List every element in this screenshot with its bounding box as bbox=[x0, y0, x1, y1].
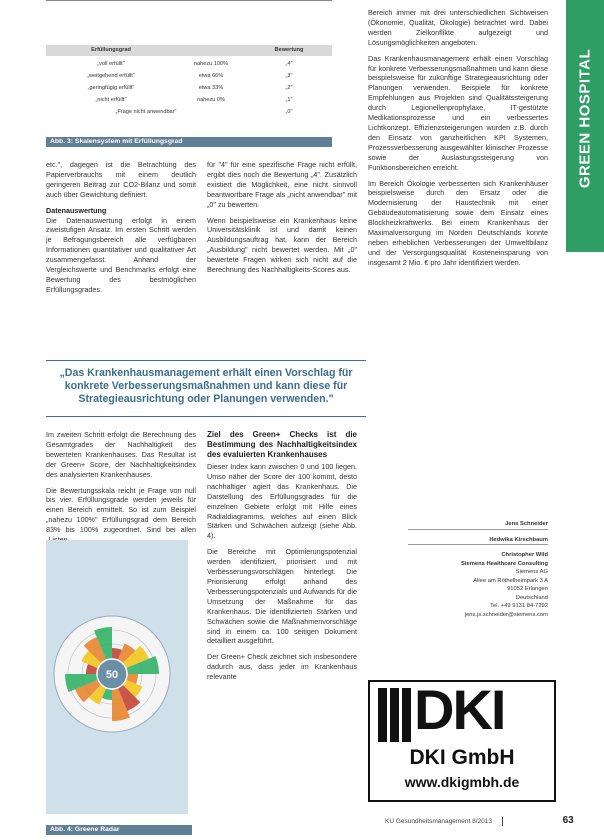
table-header-cell: Erfüllungsgrad bbox=[91, 47, 131, 53]
table-row bbox=[46, 95, 332, 106]
paragraph: Wenn beispielsweise ein Krankenhaus keine Universitätsklinik ist und damit keinen Ausbildungsauftrag hat, kann der Bereich „Ausbildung" nicht bewertet werden. Mit „0" bewertete Fragen wirken sich nicht auf die Berechnung des Nachhaltigkeits-Scores aus. bbox=[207, 215, 357, 275]
author-name: Hedwika Kirschbaum bbox=[408, 536, 548, 546]
table-cell: „geringfügig erfüllt" bbox=[87, 85, 135, 91]
logo-bars-icon bbox=[378, 688, 412, 742]
table-cell: „2" bbox=[285, 85, 293, 91]
radar-score: 50 bbox=[105, 669, 119, 681]
section-tab-label: GREEN HOSPITAL bbox=[576, 48, 594, 189]
logo-url[interactable]: www.dkigmbh.de bbox=[404, 774, 520, 790]
column-3 bbox=[368, 8, 548, 274]
rating-scale-table bbox=[46, 0, 332, 121]
contact-city: 91052 Erlangen bbox=[507, 586, 548, 592]
table-row bbox=[46, 107, 332, 118]
contact-phone: Tel. +49 9131 84-7292 bbox=[490, 603, 548, 609]
paragraph: Das Krankenhausmanagement erhält einen Vorschlag für konkrete Verbesserungsmaßnahmen und kann diese beispielsweise für zukünftige Strategieausrichtung oder Planungen verwenden. Beispiele für konkrete Empfehlungen aus Projekten sind Qualitätssteigerung durch Legionellenprophylaxe, IT-gestützte Medikationsprozesse und ein verbessertes Lichtkonzept. Effizienzsteigerungen wurden z.B. durch den Einsatz von ganzheitlichen KPI Systemen, Prozessverbesserung ausgewählter klinischer Prozesse sowie der Auslastungssteigerung von Funktionsbereichen erreicht. bbox=[368, 53, 548, 172]
table-cell: „Frage nicht anwendbar" bbox=[115, 109, 177, 115]
radar-figure bbox=[46, 540, 188, 814]
section-heading: Datenauswertung bbox=[46, 205, 107, 215]
table-cell: „3" bbox=[285, 73, 293, 79]
figure-caption: Abb. 4: Greene Radar bbox=[46, 825, 192, 835]
pull-quote: „Das Krankenhausmanagement erhält einen Vorschlag für konkrete Verbesserungsmaßnahmen und kann diese für Strategieausrichtung oder Planungen verwenden." bbox=[59, 367, 353, 405]
table-header-cell: Bewertung bbox=[274, 47, 304, 53]
radar-chart bbox=[46, 540, 188, 814]
column-1-bottom bbox=[46, 430, 196, 551]
contact-company: Siemens Healthcare Consulting bbox=[461, 560, 548, 567]
section-tab bbox=[566, 0, 604, 252]
contact-name: Christopher Wild bbox=[501, 552, 548, 558]
column-1-top bbox=[46, 160, 196, 301]
table-cell: nahezu 0% bbox=[197, 97, 225, 103]
section-heading: Ziel des Green+ Checks ist die Bestimmung des Nachhaltigkeitsindex des evaluierten Krankenhauses bbox=[207, 430, 357, 459]
contact-org: Siemens AG bbox=[515, 569, 548, 575]
paragraph: etc.", dagegen ist die Betrachtung des Papierverbrauchs mit einem deutlich geringeren Beitrag zur CO2-Bilanz und somit auch über Gewichtung definiert. bbox=[46, 160, 196, 199]
table-cell: „nicht erfüllt" bbox=[95, 97, 127, 103]
paragraph: Im Bereich Ökologie verbesserten sich Krankenhäuser beispielsweise durch den Ersatz oder die Modernisierung der Haustechnik mit einer Gebäudeautomatisierung sowie dem Einsatz eines Blockheizkraftwerks. Bei einem Krankenhaus der Maximalversorgung im Norden Deutschlands konnte neben erheblichen Verbesserungen der Umweltbilanz und der Versorgungsqualität Kosteneinsparung von insgesamt 2 Mio. € pro Jahr identifiziert werden. bbox=[368, 178, 548, 267]
table-row bbox=[46, 71, 332, 82]
paragraph: Die Datenauswertung erfolgt in einem zweistufigen Ansatz. Im ersten Schritt werden je Befragungsbereich alle verfügbaren Informationen quantitativer und qualitativer Art zusammengefasst. Anhand der Vergleichswerte und Benchmarks erfolgt eine Bewertung des bestmöglichen Erfüllungsgrades. bbox=[46, 215, 196, 294]
contact-email[interactable]: jens.js.schneider@siemens.com bbox=[464, 611, 548, 618]
table-cell: etwa 66% bbox=[198, 73, 224, 79]
table-cell: „1" bbox=[285, 97, 293, 103]
contact-block bbox=[408, 520, 548, 619]
table-cell: nahezu 100% bbox=[193, 61, 229, 67]
page-footer bbox=[385, 815, 590, 826]
table-row bbox=[46, 83, 332, 94]
paragraph: Die Bereiche mit Optimierungspotenzial werden identifiziert, priorisiert und mit Verbesserungsvorschlägen hinterlegt. Die Priorisierung erfolgt anhand des Verbesserungspotenzials und Aufwands für die Umsetzung der Maßnahme für das Krankenhaus. Die identifizierten Stärken und Schwächen sowie die Maßnahmenvorschläge sind in einem ca. 100 seitigen Dokument detailliert ausgeführt. bbox=[207, 547, 357, 646]
table-cell: „voll erfüllt" bbox=[97, 61, 125, 67]
column-2-bottom bbox=[207, 430, 357, 688]
journal-name: KU Gesundheitsmanagement 8/2013 bbox=[385, 818, 492, 825]
column-2-top bbox=[207, 160, 357, 281]
page-number: 63 bbox=[562, 815, 574, 826]
quote-rule-bottom bbox=[46, 416, 366, 417]
paragraph: Dieser Index kann zwischen 0 und 100 liegen. Umso näher der Score der 100 kommt, desto nachhaltiger agiert das Krankenhaus. Die Darstellung des Erfüllungsgrades für die einzelnen Gebiete erfolgt mit Hilfe eines Radialdiagramms, welches auf einen Blick Stärken und Schwächen aufzeigt (siehe Abb. 4). bbox=[207, 462, 357, 541]
paragraph: Die Bewertungsskala reicht je Frage von null bis vier. Erfüllungsgrade werden jeweils für einen Bereich ermittelt. So ist zum Beispiel „nahezu 100%" Erfüllungsgrad dem Bereich 83% bis 100% zugeordnet. Sind bei allen bbox=[46, 485, 196, 535]
paragraph: Bereich immer mit drei unterschiedlichen Sichtweisen (Ökonomie, Qualität, Ökologie) betrachtet wird. Dabei werden Zielkonflikte aufgezeigt und Lösungsmöglichkeiten angeboten. bbox=[368, 8, 548, 47]
paragraph: für "4" für eine spezifische Frage nicht erfüllt, ergibt dies noch die Bewertung „4". Zusätzlich existiert die Möglichkeit, eine nicht sinnvoll beantwortbare Frage als „nicht anwendbar" mit „0" zu bewerten. bbox=[207, 160, 357, 209]
contact-street: Allee am Röthelheimpark 3 A bbox=[473, 577, 548, 584]
footer-divider bbox=[502, 817, 503, 826]
author-name: Jens Schneider bbox=[408, 520, 548, 530]
dki-advertisement bbox=[368, 680, 556, 802]
table-header-row bbox=[46, 45, 332, 56]
table-cell: „4" bbox=[285, 61, 293, 67]
quote-rule-top bbox=[46, 360, 366, 361]
logo-mark: DKI bbox=[414, 678, 505, 741]
table-cell: etwa 33% bbox=[198, 85, 224, 91]
contact-country: Deutschland bbox=[515, 594, 548, 601]
table-cell: „weitgehend erfüllt" bbox=[87, 73, 135, 79]
figure-caption: Abb. 3: Skalensystem mit Erfüllungsgrad bbox=[46, 137, 332, 147]
logo-company: DKI GmbH bbox=[409, 746, 515, 769]
paragraph: Der Green+ Check zeichnet sich insbesondere dadurch aus, dass jeder im Krankenhaus relevante bbox=[207, 652, 357, 682]
paragraph: Im zweiten Schritt erfolgt die Berechnung des Gesamtgrades der Nachhaltigkeit des bewerteten Krankenhauses. Das Resultat ist der Green+ Score, der Nachhaltigkeitsindex des analysierten Krankenhauses. bbox=[46, 430, 196, 479]
table-row bbox=[46, 59, 332, 70]
table-cell: „0" bbox=[285, 109, 293, 115]
